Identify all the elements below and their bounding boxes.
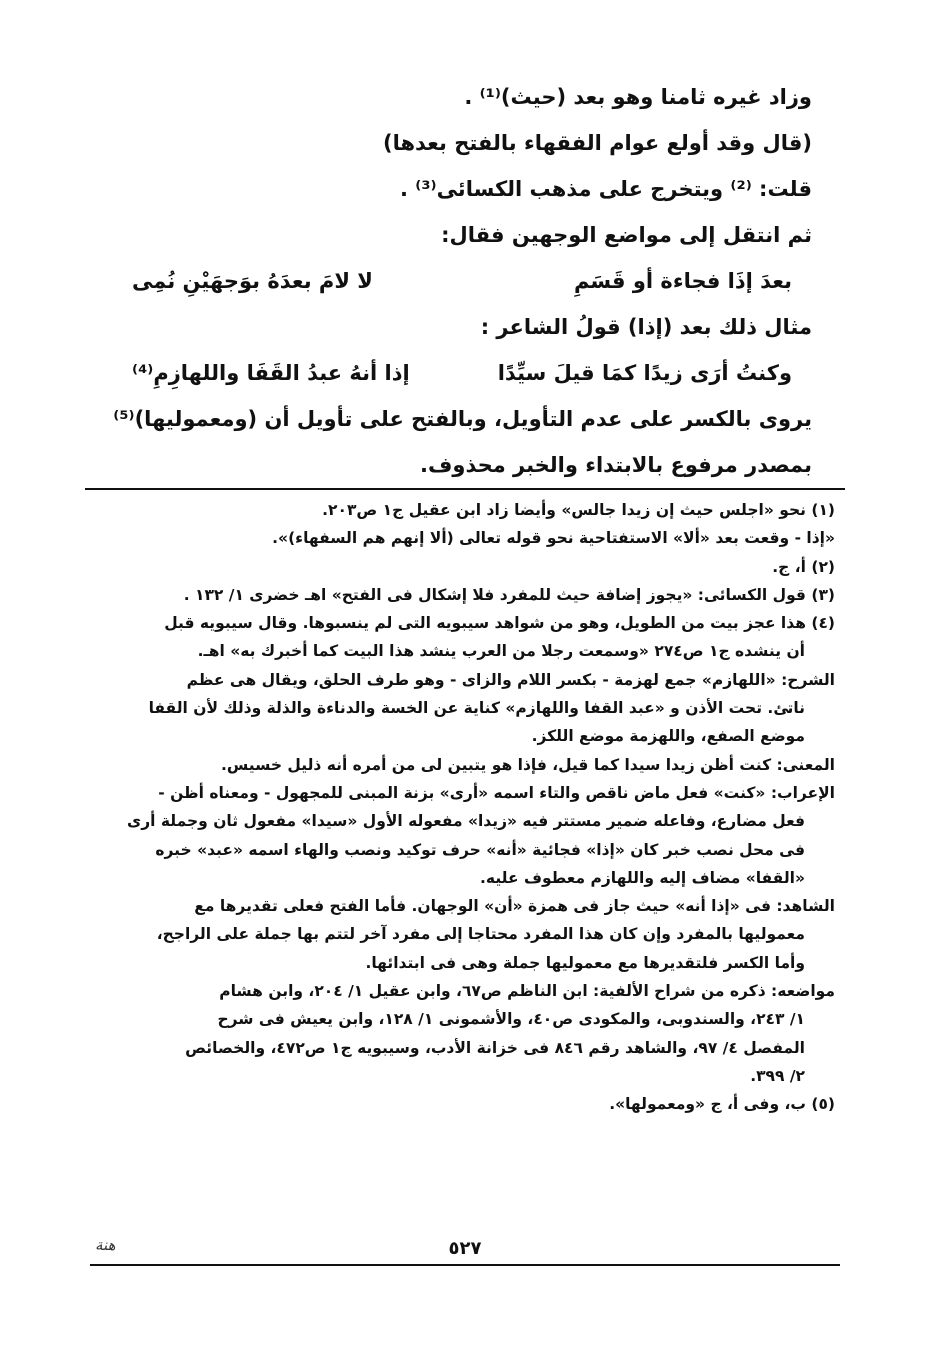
- footnote-line: معموليها بالمفرد وإن كان هذا المفرد محتاجا إلى مفرد آخر لتتم بها جملة على الراجح،: [156, 925, 805, 944]
- main-line: مثال ذلك بعد (إذا) قولُ الشاعر :: [480, 315, 812, 339]
- footnote-line: (٢) أ، ج.: [772, 557, 835, 576]
- main-line: ثم انتقل إلى مواضع الوجهين فقال:: [441, 223, 812, 247]
- verse-first-hemistich: وكنتُ أرَى زيدًا كمَا قيلَ سيِّدًا: [497, 361, 792, 385]
- footnote-line: «القفا» مضاف إليه واللهازم معطوف عليه.: [480, 868, 805, 887]
- footnote-line: أن ينشده ج١ ص٢٧٤ «وسمعت رجلا من العرب ينشد هذا البيت كما أخبرك به» اهـ.: [197, 642, 805, 661]
- footnote-line: فعل مضارع، وفاعله ضمير مستتر فيه «زيدا» مفعوله الأول «سيدا» مفعول ثان وجملة أرى: [127, 812, 805, 831]
- main-line: وزاد غيره ثامنا وهو بعد (حيث)⁽¹⁾ .: [464, 85, 812, 109]
- footnote-line: (١) نحو «اجلس حيث إن زيدا جالس» وأيضا زاد ابن عقيل ج١ ص٢٠٣.: [322, 501, 835, 519]
- page-number: ٥٢٧: [448, 1238, 482, 1259]
- main-line: قلت: ⁽²⁾ ويتخرج على مذهب الكسائى⁽³⁾ .: [399, 177, 812, 201]
- footnote-line: (٣) قول الكسائى: «يجوز إضافة حيث للمفرد فلا إشكال فى الفتح» اهـ خضرى ١/ ١٣٢ .: [183, 585, 835, 604]
- verse-second-hemistich: إذا أنهُ عبدُ القَفَا واللهازِمِ⁽⁴⁾: [132, 361, 410, 385]
- main-line: بمصدر مرفوع بالابتداء والخبر محذوف.: [420, 453, 812, 477]
- footnote-line: «إذا - وقعت بعد «ألا» الاستفتاحية نحو قوله تعالى (ألا إنهم هم السفهاء)».: [272, 529, 835, 548]
- footnote-line: ٢/ ٣٩٩.: [750, 1066, 805, 1085]
- footnote-line: ١/ ٢٤٣، والسندوبى، والمكودى ص٤٠، والأشمونى ١/ ١٢٨، وابن يعيش فى شرح: [217, 1010, 805, 1029]
- verse-second-hemistich: لا لامَ بعدَهُ بوَجهَيْنِ نُمِى: [132, 269, 373, 293]
- footnote-separator: [85, 488, 845, 490]
- bottom-rule: [90, 1264, 840, 1266]
- footnote-line: وأما الكسر فلتقديرها مع معموليها جملة وهى فى ابتدائها.: [365, 953, 805, 972]
- footnote-line: مواضعه: ذكره من شراح الألفية: ابن الناظم ص٦٧، وابن عقيل ١/ ٢٠٤، وابن هشام: [219, 982, 835, 1001]
- footnote-line: فى محل نصب خبر كان «إذا» فجائية «أنه» حرف توكيد ونصب والهاء اسمه «عبد» خبره: [155, 840, 805, 859]
- footnote-line: الشاهد: فى «إذا أنه» حيث جاز فى همزة «أن» الوجهان. فأما الفتح فعلى تقديرها مع: [194, 897, 835, 916]
- footnote-line: (٥) ب، وفى أ، ج «ومعمولها».: [609, 1095, 835, 1114]
- main-text: [102, 74, 812, 488]
- main-line: (قال وقد أولع عوام الفقهاء بالفتح بعدها): [382, 131, 812, 155]
- main-line: يروى بالكسر على عدم التأويل، وبالفتح على تأويل أن (ومعموليها)⁽⁵⁾: [113, 407, 812, 431]
- verse-poet: [102, 350, 812, 396]
- footnote-line: (٤) هذا عجز بيت من الطويل، وهو من شواهد سيبويه التى لم ينسبوها. وقال سيبويه قبل: [164, 614, 835, 633]
- footnotes: [90, 496, 835, 1119]
- footnote-line: الشرح: «اللهازم» جمع لهزمة - بكسر اللام والزاى - وهو طرف الحلق، ويقال هى عظم: [186, 670, 835, 689]
- verse-first-hemistich: بعدَ إذَا فجاءة أو قَسَمِ: [573, 269, 792, 293]
- footnote-line: الإعراب: «كنت» فعل ماض ناقص والتاء اسمه «أرى» بزنة المبنى للمجهول - ومعناه أظن -: [158, 783, 835, 802]
- corner-mark: ﻫﻨﺔ: [95, 1236, 116, 1254]
- verse-alfiya: [102, 258, 812, 304]
- footnote-line: المفصل ٤/ ٩٧، والشاهد رقم ٨٤٦ فى خزانة الأدب، وسيبويه ج١ ص٤٧٢، والخصائص: [185, 1038, 805, 1057]
- footnote-line: موضع الصفع، واللهزمة موضع اللكز.: [531, 727, 805, 746]
- footnote-line: المعنى: كنت أظن زيدا سيدا كما قيل، فإذا هو يتبين لى من أمره أنه ذليل خسيس.: [220, 755, 835, 774]
- footnote-line: ناتئ. تحت الأذن و «عبد القفا واللهازم» كناية عن الخسة والدناءة والذلة وذلك لأن القفا: [148, 699, 805, 718]
